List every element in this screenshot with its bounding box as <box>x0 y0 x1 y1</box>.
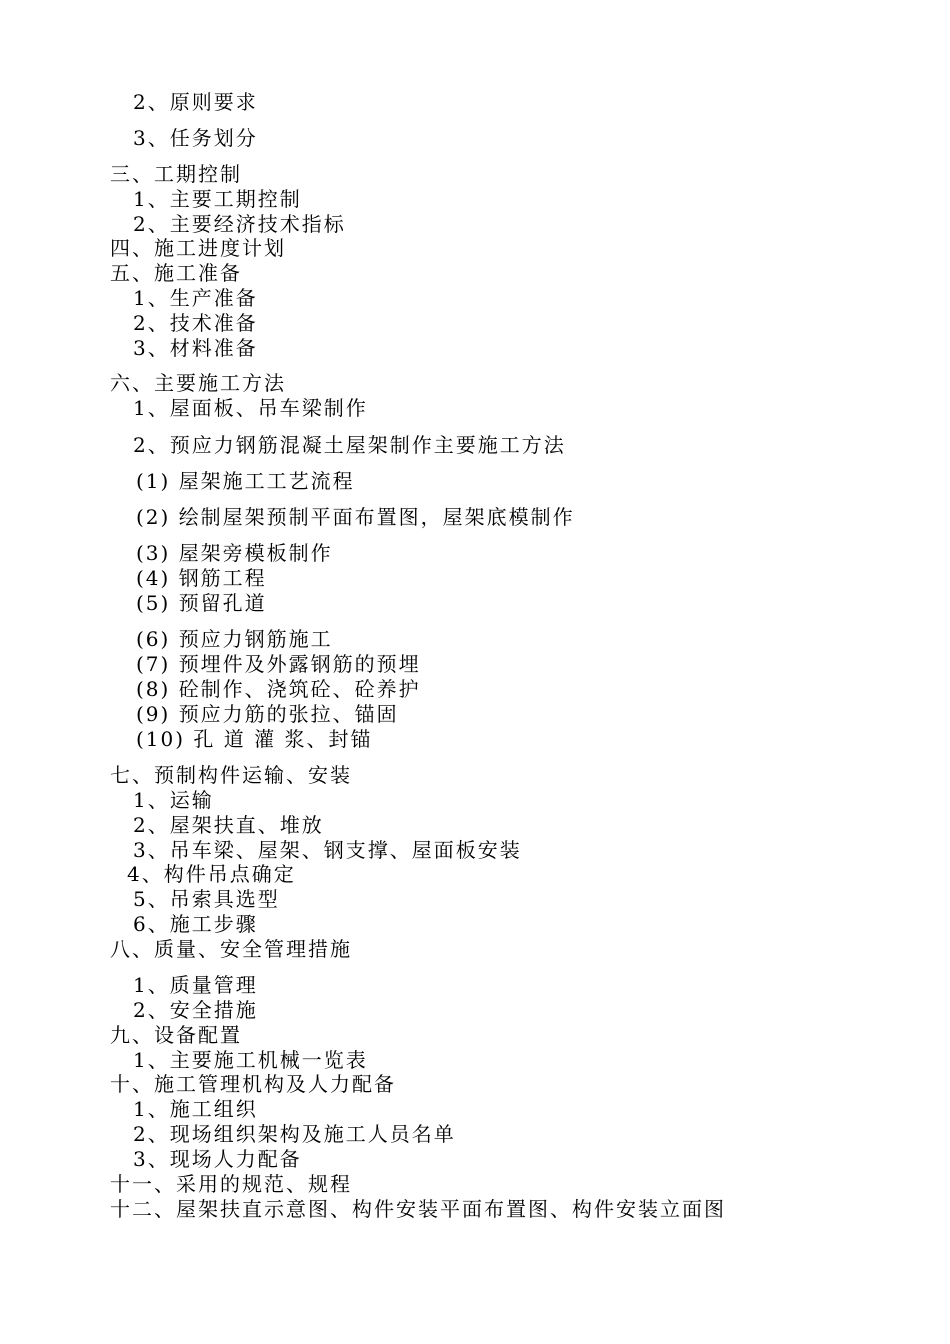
toc-item: 2、预应力钢筋混凝土屋架制作主要施工方法 <box>133 433 566 457</box>
toc-item: 3、任务划分 <box>133 126 258 150</box>
toc-subitem: (2) 绘制屋架预制平面布置图，屋架底模制作 <box>136 505 575 529</box>
toc-subitem: (1) 屋架施工工艺流程 <box>136 469 355 493</box>
toc-item: 1、质量管理 <box>133 973 258 997</box>
toc-item: 1、施工组织 <box>133 1097 258 1121</box>
toc-item: 3、材料准备 <box>133 336 258 360</box>
toc-subitem: (10) 孔 道 灌 浆、封锚 <box>136 727 373 751</box>
toc-item: 1、运输 <box>133 788 214 812</box>
toc-section-heading: 四、施工进度计划 <box>110 236 286 260</box>
toc-subitem: (8) 砼制作、浇筑砼、砼养护 <box>136 677 421 701</box>
toc-item: 1、屋面板、吊车梁制作 <box>133 396 368 420</box>
toc-item: 2、现场组织架构及施工人员名单 <box>133 1122 456 1146</box>
toc-item: 6、施工步骤 <box>133 912 258 936</box>
toc-item: 2、技术准备 <box>133 311 258 335</box>
toc-section-heading: 八、质量、安全管理措施 <box>110 937 352 961</box>
toc-item: 3、现场人力配备 <box>133 1147 302 1171</box>
toc-item: 2、屋架扶直、堆放 <box>133 813 324 837</box>
toc-item: 5、吊索具选型 <box>133 887 280 911</box>
toc-item: 2、主要经济技术指标 <box>133 212 346 236</box>
toc-section-heading: 十、施工管理机构及人力配备 <box>110 1072 396 1096</box>
toc-item: 2、安全措施 <box>133 998 258 1022</box>
toc-section-heading: 六、主要施工方法 <box>110 371 286 395</box>
toc-item: 1、主要工期控制 <box>133 187 302 211</box>
toc-section-heading: 十一、采用的规范、规程 <box>110 1172 352 1196</box>
toc-subitem: (6) 预应力钢筋施工 <box>136 627 333 651</box>
toc-item: 1、主要施工机械一览表 <box>133 1048 368 1072</box>
toc-subitem: (3) 屋架旁模板制作 <box>136 541 333 565</box>
toc-subitem: (4) 钢筋工程 <box>136 566 267 590</box>
toc-item: 3、吊车梁、屋架、钢支撑、屋面板安装 <box>133 838 522 862</box>
toc-item: 2、原则要求 <box>133 90 258 114</box>
toc-section-heading: 七、预制构件运输、安装 <box>110 763 352 787</box>
toc-subitem: (9) 预应力筋的张拉、锚固 <box>136 702 399 726</box>
toc-section-heading: 三、工期控制 <box>110 162 242 186</box>
toc-subitem: (7) 预埋件及外露钢筋的预埋 <box>136 652 421 676</box>
toc-item: 1、生产准备 <box>133 286 258 310</box>
toc-section-heading: 九、设备配置 <box>110 1023 242 1047</box>
toc-item: 4、构件吊点确定 <box>127 862 296 886</box>
toc-subitem: (5) 预留孔道 <box>136 591 267 615</box>
toc-section-heading: 五、施工准备 <box>110 261 242 285</box>
toc-section-heading: 十二、屋架扶直示意图、构件安装平面布置图、构件安装立面图 <box>110 1197 726 1221</box>
